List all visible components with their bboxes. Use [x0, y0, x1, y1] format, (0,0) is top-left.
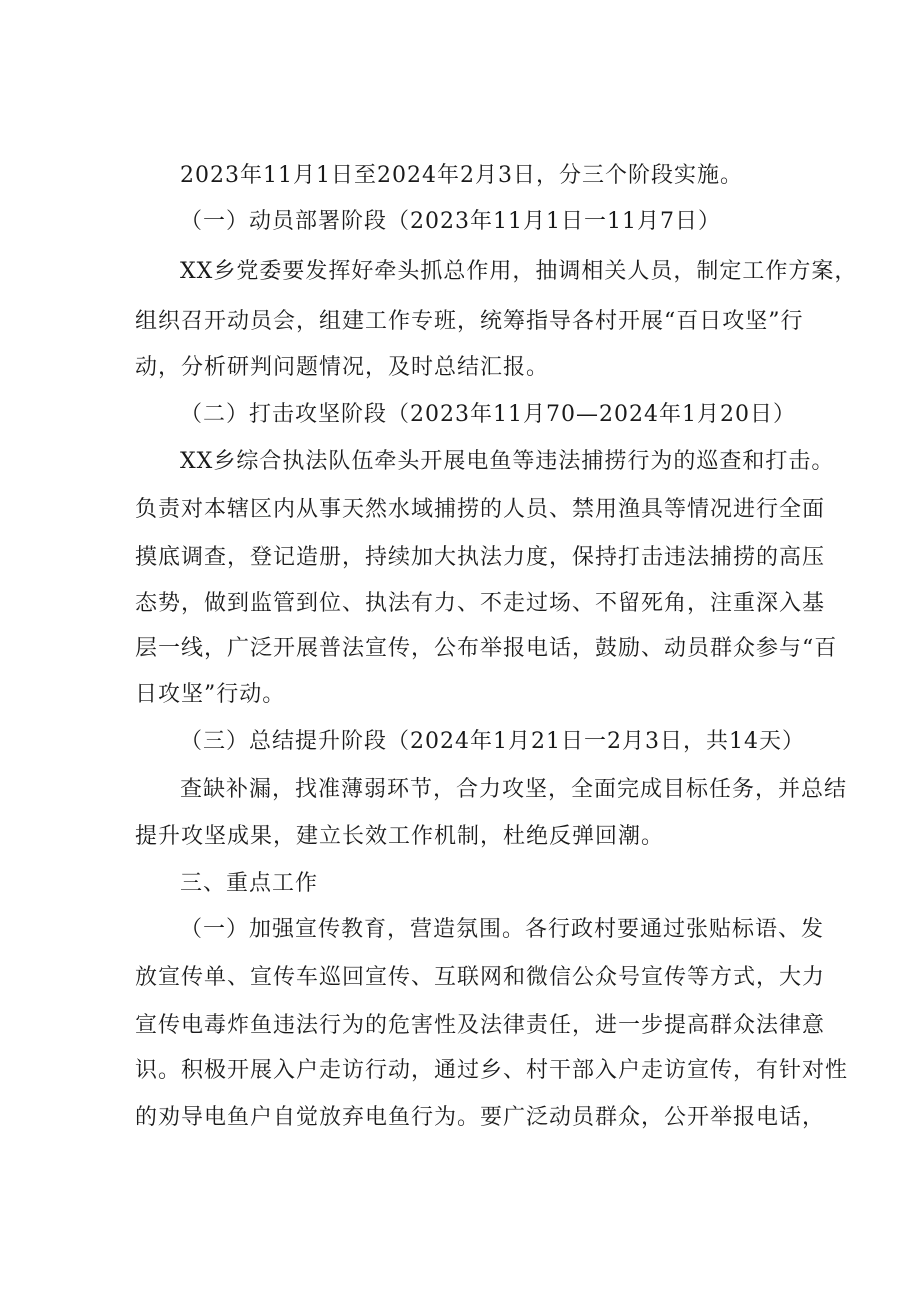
body-text-line: 提升攻坚成果，建立长效工作机制，杜绝反弹回潮。: [135, 824, 665, 849]
body-text-line: 识。积极开展入户走访行动，通过乡、村干部入户走访宣传，有针对性: [135, 1058, 849, 1083]
section-heading-1: （一）动员部署阶段（2023年11月1日一11月7日）: [180, 209, 721, 234]
chapter-heading: 三、重点工作: [180, 871, 319, 896]
body-text-line: 放宣传单、宣传车巡回宣传、互联网和微信公众号宣传等方式，大力: [135, 965, 826, 990]
body-text-line: 日攻坚”行动。: [135, 682, 286, 707]
body-text-line: 摸底调查，登记造册，持续加大执法力度，保持打击违法捕捞的高压: [135, 545, 826, 570]
body-text-line: 宣传电毒炸鱼违法行为的危害性及法律责任，进一步提高群众法律意: [135, 1013, 826, 1038]
body-text-line: 层一线，广泛开展普法宣传，公布举报电话，鼓励、动员群众参与“百: [135, 636, 838, 661]
body-text-line: （一）加强宣传教育，营造氛围。各行政村要通过张贴标语、发: [180, 917, 825, 942]
body-text-line: 2023年11月1日至2024年2月3日，分三个阶段实施。: [180, 163, 743, 188]
body-text-line: 组织召开动员会，组建工作专班，统筹指导各村开展“百日攻坚”行: [135, 309, 804, 334]
section-heading-3: （三）总结提升阶段（2024年1月21日一2月3日，共14天）: [180, 729, 805, 754]
body-text-line: XX乡党委要发挥好牵头抓总作用，抽调相关人员，制定工作方案，: [180, 259, 858, 284]
body-text-line: 查缺补漏，找准薄弱环节，合力攻坚，全面完成目标任务，并总结: [180, 777, 848, 802]
body-text-line: 动，分析研判问题情况，及时总结汇报。: [135, 355, 550, 380]
body-text-line: XX乡综合执法队伍牵头开展电鱼等违法捕捞行为的巡查和打击。: [180, 449, 835, 474]
body-text-line: 态势，做到监管到位、执法有力、不走过场、不留死角，注重深入基: [135, 591, 826, 616]
section-heading-2: （二）打击攻坚阶段（2023年11月70—2024年1月20日）: [180, 402, 796, 427]
body-text-line: 负责对本辖区内从事天然水域捕捞的人员、禁用渔具等情况进行全面: [135, 497, 826, 522]
body-text-line: 的劝导电鱼户自觉放弃电鱼行为。要广泛动员群众，公开举报电话，: [135, 1105, 826, 1130]
